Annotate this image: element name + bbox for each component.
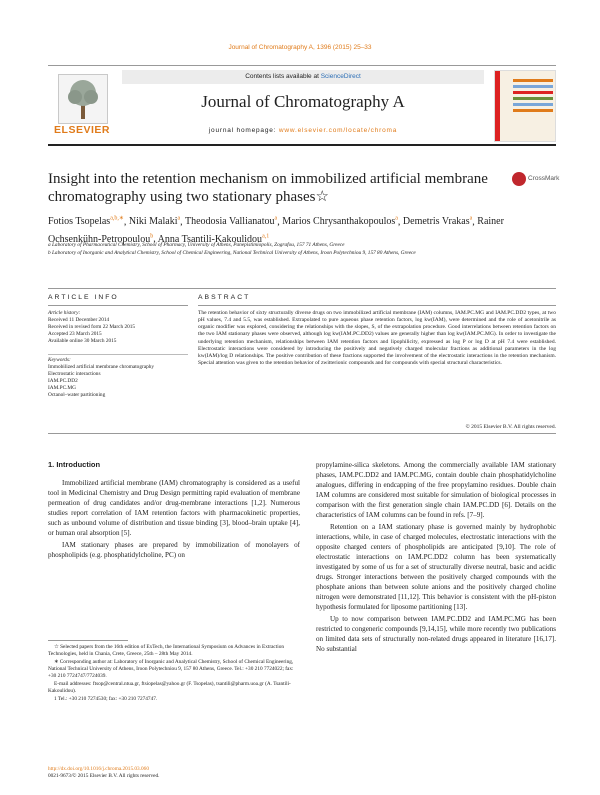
elsevier-logo[interactable]: [48, 70, 116, 142]
article-title: Insight into the retention mechanism on immobilized artificial membrane chromatography using two stationary phases☆: [48, 171, 488, 205]
author[interactable]: Demetris Vrakas$^a$: [402, 216, 473, 228]
footnotes: [48, 644, 300, 704]
crossmark-badge[interactable]: [512, 170, 560, 196]
doi-block: [48, 766, 300, 780]
journal-header-center: [122, 70, 484, 142]
homepage-label: journal homepage:: [208, 127, 279, 134]
journal-citation[interactable]: Journal of Chromatography A, 1396 (2015) 25–33: [228, 44, 372, 51]
article-history: [48, 310, 188, 345]
body-paragraph: Immobilized artificial membrane (IAM) chromatography is considered as a useful tool in Medicinal Chemistry and Drug Design permitting rapid evaluation of membrane permeation of drug candidates and/or drug-membrane interactions [1,2]. Numerous studies report correlation of IAM retention factors with pharmacokinetic properties, such as unbound volume of distribution and tissue binding [3], blood–brain uptake [4], or human oral absorption [5].: [48, 479, 300, 537]
affiliation: a Laboratory of Pharmaceutical Chemistry, School of Pharmacy, University of Athens, Panepistimiopolis, Zografou, 157 71 Athens, Greece: [48, 242, 345, 248]
cover-stripe: [513, 109, 553, 112]
history-divider: [48, 354, 188, 355]
cover-stripe: [513, 79, 553, 82]
history-item: Received 11 December 2014: [48, 317, 110, 323]
section-divider: [48, 288, 556, 289]
keyword: Octanol–water partitioning: [48, 392, 106, 398]
cover-stripe: [513, 97, 553, 100]
body-paragraph: propylamine-silica skeletons. Among the commercially available IAM stationary phases, IAM.PC.DD2 and IAM.PC.MG, contain double chain phosphatidylcholine analogues, differing in endcapping of the free propylamino residues. Double chain IAM columns are considered most suitable for simulation of biological processes in comparison with the first generation single chain IAM.PC.DD [6]. Details on the characteristics of IAM columns can be found in refs. [7–9].: [316, 461, 556, 519]
article-info-rule: [48, 305, 188, 306]
history-item: Accepted 23 March 2015: [48, 331, 102, 337]
journal-title: Journal of Chromatography A: [201, 92, 405, 111]
keyword: IAM.PC.DD2: [48, 378, 78, 384]
body-paragraph: Retention on a IAM stationary phase is governed mainly by hydrophobic interactions, while, in case of charged molecules, electrostatic interactions with the opposite charged centers of phospholipids are anticipated [9,10]. The role of electrostatic interactions on IAM.PC.DD2 column has been systematically investigated by some of us for a set of structurally diverse neutral, basic and acidic drugs. Stronger interactions between the positively charged compounds with the phosphate anions than between solute anions and the positively charged choline nitrogen were demonstrated [11,12]. This behavior is consistent with the pH-piston hypothesis formulated for liposome partitioning [13].: [316, 523, 556, 611]
author-list: Fotios Tsopelas$^{a,b,∗}$, Niki Malaki$^a$, Theodosia Vallianatou$^a$, Marios Chrysanthakopoulos$^a$, Demetris Vrakas$^a$, Rainer Ochsenkühn-Petropoulou$^b$, Anna Tsantili-Kakoulidou$^{a,1}$: [48, 216, 504, 245]
author[interactable]: Rainer Ochsenkühn-Petropoulou$^b$: [48, 216, 504, 245]
abstract-copyright: © 2015 Elsevier B.V. All rights reserved.: [465, 424, 556, 430]
journal-header: [48, 70, 556, 142]
cover-stripe: [513, 85, 553, 88]
body-paragraph: Up to now comparison between IAM.PC.DD2 and IAM.PC.MG has been restricted to congeneric compounds [9,14,15], while more recently two publications on limited data sets of structurally non-related drugs appeared in literature [16,17]. No substantial: [316, 615, 556, 653]
history-item: Available online 30 March 2015: [48, 338, 117, 344]
elsevier-wordmark: ELSEVIER: [54, 124, 110, 136]
footnote-rule: [48, 640, 128, 641]
crossmark-icon: [512, 172, 526, 186]
keywords: [48, 357, 188, 399]
abstract-heading: ABSTRACT: [198, 294, 251, 301]
homepage-link[interactable]: www.elsevier.com/locate/chroma: [278, 127, 398, 134]
author[interactable]: Marios Chrysanthakopoulos$^a$: [282, 216, 398, 228]
tree-icon: [58, 74, 108, 124]
journal-cover-thumbnail[interactable]: [494, 70, 556, 142]
cover-stripe: [513, 103, 553, 106]
sciencedirect-link[interactable]: ScienceDirect: [320, 73, 361, 80]
body-right-column: [316, 460, 556, 656]
contents-text: Contents lists available at: [245, 73, 321, 80]
history-item: Received in revised form 22 March 2015: [48, 324, 136, 330]
keyword: IAM.PC.MG: [48, 385, 76, 391]
contents-band: [122, 70, 484, 84]
abstract-text: The retention behavior of sixty structurally diverse drugs on two immobilized artificial membrane (IAM) columns, IAM.PC.MG and IAM.PC.DD2 types, at two pH values, 7.4 and 5.5, was established. Extrapolated to pure aqueous phase retention factors, log kw(IAM), were determined and the role of acetonitrile as organic modifier was explored, considering the relationships with the slopes, S, of the extrapolation procedure. Good interrelations between retention factors on the two IAM stationary phases were observed, although log kw(IAM.PC.DD2) values are generally higher than log kw(IAM.PC.MG). In order to investigate the underlying retention mechanism, relationships between IAM retention factors and lipophilicity, expressed as log P or log D at pH 7.4 were established. Electrostatic interactions were considered by introducing the positively and negatively charged molecular fractions as additional parameters in the log kw(IAM)/log D relationships. The positive contribution of these fractions supported the involvement of the electrostatic interactions in the retention mechanism. Special attention was given to the retention behavior of zwitterionic compounds and for compounds with special structural characteristics.: [198, 310, 556, 367]
affiliations: [48, 242, 556, 257]
body-paragraph: IAM stationary phases are prepared by immobilization of monolayers of phospholipids (e.g. phosphatidylcholine, PC) on: [48, 541, 300, 559]
keyword: Electrostatic interactions: [48, 371, 101, 377]
doi-link[interactable]: http://dx.doi.org/10.1016/j.chroma.2015.03.060: [48, 766, 149, 772]
header-divider: [48, 65, 556, 66]
article-info-heading: ARTICLE INFO: [48, 294, 119, 301]
keyword: Immobilized artificial membrane chromatography: [48, 364, 155, 370]
footnote-email[interactable]: E-mail addresses: ftsop@central.ntua.gr, ftsiopelas@yahoo.gr (F. Tsopelas), tsantili@pharm.uoa.gr (A. Tsantili-Kakoulidou).: [48, 681, 291, 694]
abstract-rule: [198, 305, 556, 306]
issn-line: 0021-9673/© 2015 Elsevier B.V. All rights reserved.: [48, 773, 160, 779]
crossmark-label: CrossMark: [528, 175, 560, 182]
footnote: ☆ Selected papers from the 16th edition of ExTech, the International Symposium on Advances in Extraction Technologies, held in Chania, Crete, Greece, 25th – 28th May 2014.: [48, 644, 285, 657]
body-left-column: [48, 478, 300, 562]
footnote: 1 Tel.: +30 210 7274530; fax: +30 210 7274747.: [54, 696, 158, 702]
introduction-heading: 1. Introduction: [48, 460, 101, 469]
footnote: ∗ Corresponding author at: Laboratory of Inorganic and Analytical Chemistry, School of Chemical Engineering, National Technical University of Athens, Iroon Polytechniou 9, 157 80 Athens, Greece. Tel.: +30 210 7724022; fax: +30 210 7724747/7724039.: [48, 659, 294, 679]
journal-homepage: [122, 127, 484, 134]
history-heading: Article history:: [48, 310, 81, 316]
author[interactable]: Niki Malaki$^a$: [128, 216, 181, 228]
author[interactable]: Anna Tsantili-Kakoulidou$^{a,1}$: [157, 233, 270, 245]
keywords-heading: Keywords:: [48, 357, 71, 363]
affiliation: b Laboratory of Inorganic and Analytical Chemistry, School of Chemical Engineering, National Technical University of Athens, Iroon Polytechniou 9, 157 80 Athens, Greece: [48, 249, 416, 256]
header-thick-rule: [48, 144, 556, 146]
cover-stripe: [513, 91, 553, 94]
body-divider: [48, 433, 556, 434]
author[interactable]: Fotios Tsopelas$^{a,b,∗}$: [48, 216, 124, 228]
author[interactable]: Theodosia Vallianatou$^a$: [185, 216, 278, 228]
